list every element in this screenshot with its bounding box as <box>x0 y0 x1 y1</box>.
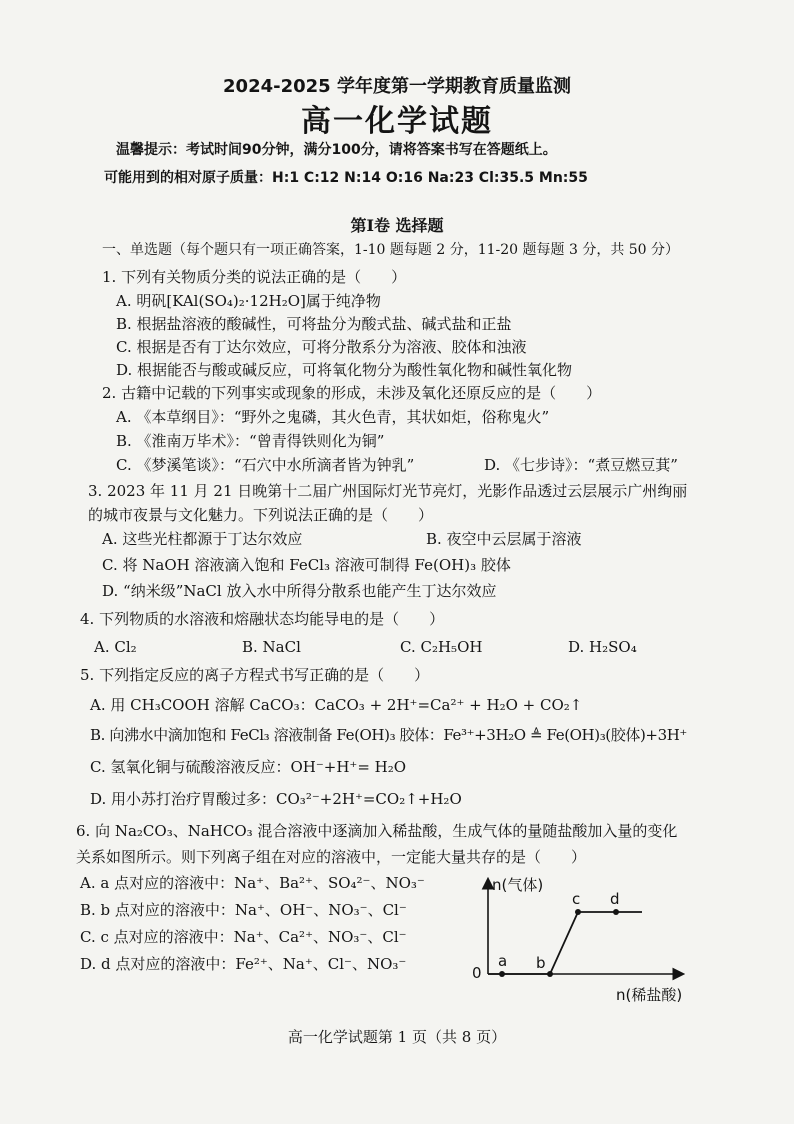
point-b <box>547 971 553 977</box>
question-1-option-a[interactable]: A. 明矾[KAl(SO₄)₂·12H₂O]属于纯净物 <box>116 292 381 310</box>
atomic-masses: 可能用到的相对原子质量：H:1 C:12 N:14 O:16 Na:23 Cl:35.5 Mn:55 <box>104 170 588 186</box>
question-3-stem-line2: 的城市夜景与文化魅力。下列说法正确的是（ ） <box>88 506 434 524</box>
point-d <box>613 909 619 915</box>
question-3-option-a[interactable]: A. 这些光柱都源于丁达尔效应 <box>102 530 303 548</box>
gas-vs-acid-graph <box>462 874 702 1014</box>
question-4-option-d[interactable]: D. H₂SO₄ <box>568 638 637 656</box>
graph-y-label: n(气体) <box>492 876 544 894</box>
question-5-option-c[interactable]: C. 氢氧化铜与硫酸溶液反应：OH⁻+H⁺= H₂O <box>90 758 407 776</box>
question-1-option-b[interactable]: B. 根据盐溶液的酸碱性，可将盐分为酸式盐、碱式盐和正盐 <box>116 315 512 333</box>
question-6-option-b[interactable]: B. b 点对应的溶液中：Na⁺、OH⁻、NO₃⁻、Cl⁻ <box>80 901 407 919</box>
question-4-option-a[interactable]: A. Cl₂ <box>94 638 137 656</box>
page-footer: 高一化学试题第 1 页（共 8 页） <box>287 1028 507 1046</box>
point-c <box>575 909 581 915</box>
question-2-option-c[interactable]: C. 《梦溪笔谈》：“石穴中水所滴者皆为钟乳” <box>116 456 415 474</box>
question-2-option-b[interactable]: B. 《淮南万毕术》：“曾青得铁则化为铜” <box>116 432 385 450</box>
question-3-option-b[interactable]: B. 夜空中云层属于溶液 <box>426 530 582 548</box>
graph-point-d-label: d <box>610 890 620 908</box>
question-1-stem: 1. 下列有关物质分类的说法正确的是（ ） <box>102 268 407 286</box>
question-4-option-b[interactable]: B. NaCl <box>242 638 301 656</box>
question-2-option-d[interactable]: D. 《七步诗》：“煮豆燃豆萁” <box>484 456 678 474</box>
exam-title: 2024-2025 学年度第一学期教育质量监测 <box>223 76 571 97</box>
question-2-option-a[interactable]: A. 《本草纲目》：“野外之鬼磷，其火色青，其状如炬，俗称鬼火” <box>116 408 550 426</box>
question-3-stem-line1: 3. 2023 年 11 月 21 日晚第十二届广州国际灯光节亮灯，光影作品透过云层展示广州绚丽 <box>88 482 688 500</box>
question-1-option-d[interactable]: D. 根据能否与酸或碱反应，可将氧化物分为酸性氧化物和碱性氧化物 <box>116 361 573 379</box>
question-1-option-c[interactable]: C. 根据是否有丁达尔效应，可将分散系分为溶液、胶体和浊液 <box>116 338 527 356</box>
graph-point-b-label: b <box>536 954 546 972</box>
section-title: 第Ⅰ卷 选择题 <box>350 216 444 235</box>
question-4-option-c[interactable]: C. C₂H₅OH <box>400 638 483 656</box>
part-heading: 一、单选题（每个题只有一项正确答案，1-10 题每题 2 分，11-20 题每题 3 分，共 50 分） <box>102 242 680 258</box>
gas-curve <box>488 912 642 974</box>
question-6-stem-line1: 6. 向 Na₂CO₃、NaHCO₃ 混合溶液中逐滴加入稀盐酸，生成气体的量随盐酸加入量的变化 <box>76 822 678 840</box>
graph-x-label: n(稀盐酸) <box>616 986 683 1004</box>
question-6-option-d[interactable]: D. d 点对应的溶液中：Fe²⁺、Na⁺、Cl⁻、NO₃⁻ <box>80 955 407 973</box>
question-6-stem-line2: 关系如图所示。则下列离子组在对应的溶液中，一定能大量共存的是（ ） <box>76 848 587 866</box>
question-3-option-c[interactable]: C. 将 NaOH 溶液滴入饱和 FeCl₃ 溶液可制得 Fe(OH)₃ 胶体 <box>102 556 511 574</box>
question-5-option-a[interactable]: A. 用 CH₃COOH 溶解 CaCO₃：CaCO₃ + 2H⁺=Ca²⁺ + H₂O + CO₂↑ <box>90 696 583 714</box>
question-5-stem: 5. 下列指定反应的离子方程式书写正确的是（ ） <box>80 666 430 684</box>
question-6-option-c[interactable]: C. c 点对应的溶液中：Na⁺、Ca²⁺、NO₃⁻、Cl⁻ <box>80 928 407 946</box>
graph-point-c-label: c <box>572 890 581 908</box>
question-5-option-b[interactable]: B. 向沸水中滴加饱和 FeCl₃ 溶液制备 Fe(OH)₃ 胶体：Fe³⁺+3H₂O ≜ Fe(OH)₃(胶体)+3H⁺ <box>90 726 687 744</box>
question-6-option-a[interactable]: A. a 点对应的溶液中：Na⁺、Ba²⁺、SO₄²⁻、NO₃⁻ <box>80 874 425 892</box>
question-3-option-d[interactable]: D. “纳米级”NaCl 放入水中所得分散系也能产生丁达尔效应 <box>102 582 497 600</box>
question-4-stem: 4. 下列物质的水溶液和熔融状态均能导电的是（ ） <box>80 610 445 628</box>
exam-notice: 温馨提示：考试时间90分钟，满分100分，请将答案书写在答题纸上。 <box>116 142 557 158</box>
question-2-stem: 2. 古籍中记载的下列事实或现象的形成，未涉及氧化还原反应的是（ ） <box>102 384 602 402</box>
question-5-option-d[interactable]: D. 用小苏打治疗胃酸过多：CO₃²⁻+2H⁺=CO₂↑+H₂O <box>90 790 462 808</box>
subject-title: 高一化学试题 <box>301 104 493 139</box>
point-a <box>499 971 505 977</box>
graph-point-a-label: a <box>498 952 508 970</box>
graph-origin-label: 0 <box>472 964 482 982</box>
